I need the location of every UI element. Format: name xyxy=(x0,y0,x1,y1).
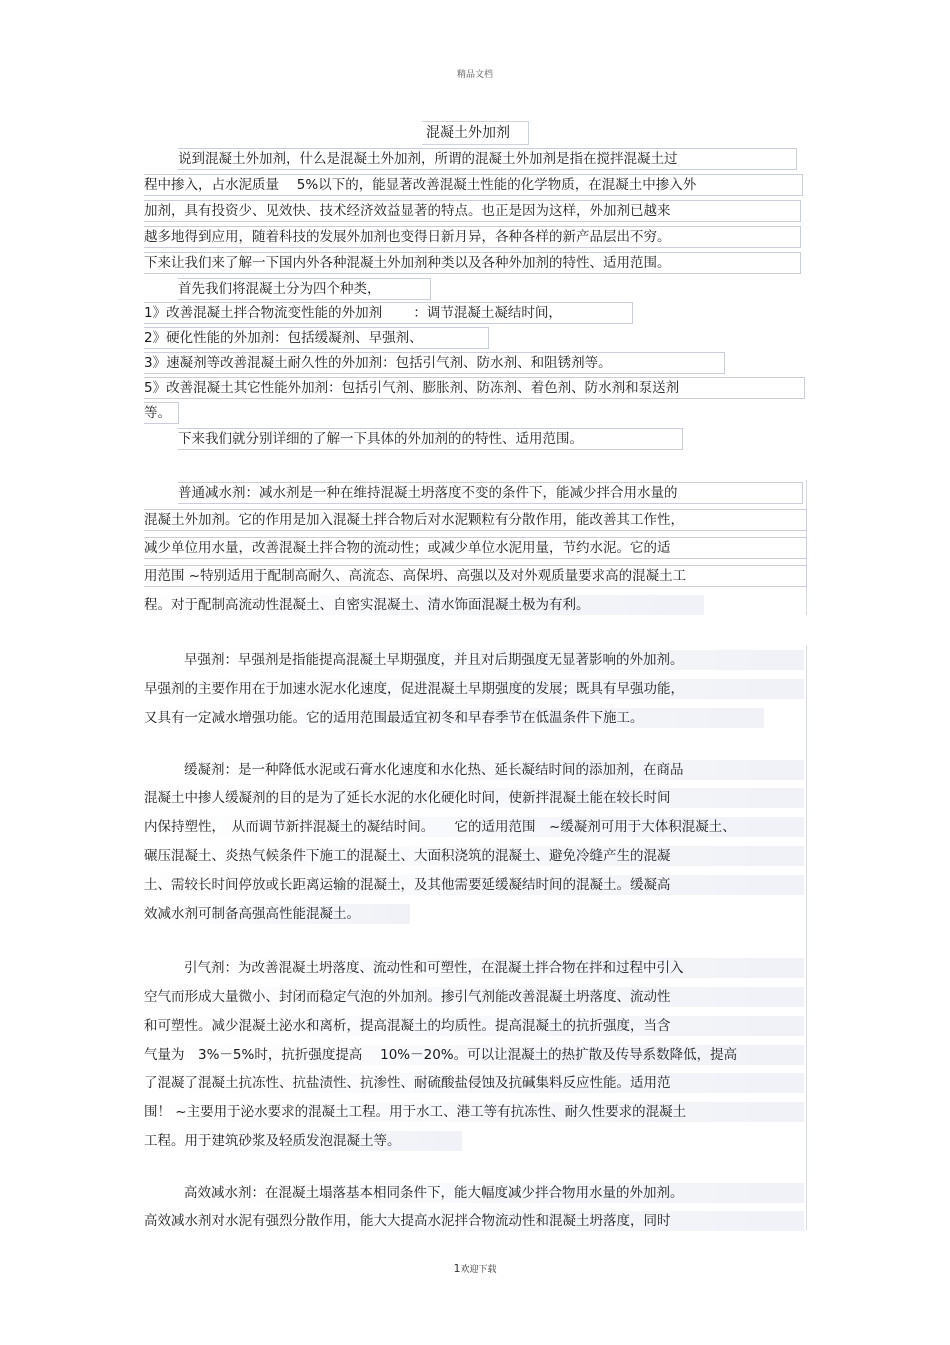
p3-line-3: 内保持塑性， 从而调节新拌混凝土的凝结时间。 它的适用范围 ~缓凝剂可用于大体积混凝土、 xyxy=(144,817,804,837)
document-title: 混凝土外加剂 xyxy=(422,121,529,145)
p4-line-5: 了混凝了混凝土抗冻性、抗盐渍性、抗渗性、耐硫酸盐侵蚀及抗碱集料反应性能。适用范 xyxy=(144,1073,804,1093)
margin-rule xyxy=(806,645,807,1230)
page-number: 1 xyxy=(453,1262,461,1275)
intro-line-2: 程中掺入，占水泥质量 5%以下的，能显著改善混凝土性能的化学物质，在混凝土中掺入外 xyxy=(144,174,803,196)
footer-text: 欢迎下载 xyxy=(460,1265,497,1275)
intro-line-1: 说到混凝土外加剂，什么是混凝土外加剂，所谓的混凝土外加剂是指在搅拌混凝土过 xyxy=(178,148,797,170)
p1-line-2: 混凝土外加剂。它的作用是加入混凝土拌合物后对水泥颗粒有分散作用，能改善其工作性， xyxy=(144,509,807,531)
p3-line-4: 碾压混凝土、炎热气候条件下施工的混凝土、大面积浇筑的混凝土、避免冷缝产生的混凝 xyxy=(144,846,804,866)
class-item-2: 2》硬化性能的外加剂：包括缓凝剂、早强剂、 xyxy=(144,327,489,349)
p3-line-5: 土、需较长时间停放或长距离运输的混凝土，及其他需要延缓凝结时间的混凝土。缓凝高 xyxy=(144,875,804,895)
class-item-5-end: 等。 xyxy=(144,402,179,424)
class-item-5: 5》改善混凝土其它性能外加剂：包括引气剂、膨胀剂、防冻剂、着色剂、防水剂和泵送剂 xyxy=(144,377,805,399)
p4-line-3: 和可塑性。减少混凝土泌水和离析，提高混凝土的均质性。提高混凝土的抗折强度，当含 xyxy=(144,1016,804,1036)
p3-line-1: 缓凝剂：是一种降低水泥或石膏水化速度和水化热、延长凝结时间的添加剂，在商品 xyxy=(184,760,804,780)
p3-line-2: 混凝土中掺人缓凝剂的目的是为了延长水泥的水化硬化时间，使新拌混凝土能在较长时间 xyxy=(144,788,804,808)
p2-line-2: 早强剂的主要作用在于加速水泥水化速度，促进混凝土早期强度的发展；既具有早强功能， xyxy=(144,679,804,699)
p5-line-2: 高效减水剂对水泥有强烈分散作用，能大大提高水泥拌合物流动性和混凝土坍落度，同时 xyxy=(144,1211,804,1231)
p3-line-6: 效减水剂可制备高强高性能混凝土。 xyxy=(144,904,410,924)
intro-line-3: 加剂，具有投资少、见效快、技术经济效益显著的特点。也正是因为这样，外加剂已越来 xyxy=(144,200,801,222)
intro-line-4: 越多地得到应用，随着科技的发展外加剂也变得日新月异，各种各样的新产品层出不穷。 xyxy=(144,226,801,248)
p4-line-4: 气量为 3%－5%时，抗折强度提高 10%－20%。可以让混凝土的热扩散及传导系数降低，提高 xyxy=(144,1045,804,1065)
intro-line-5: 下来让我们来了解一下国内外各种混凝土外加剂种类以及各种外加剂的特性、适用范围。 xyxy=(144,252,801,274)
page-footer xyxy=(0,1262,950,1275)
p4-line-1: 引气剂：为改善混凝土坍落度、流动性和可塑性，在混凝土拌合物在拌和过程中引入 xyxy=(184,958,804,978)
p4-line-2: 空气而形成大量微小、封闭而稳定气泡的外加剂。掺引气剂能改善混凝土坍落度、流动性 xyxy=(144,987,804,1007)
p1-line-1: 普通减水剂：减水剂是一种在维持混凝土坍落度不变的条件下，能减少拌合用水量的 xyxy=(178,482,803,504)
p4-line-7: 工程。用于建筑砂浆及轻质发泡混凝土等。 xyxy=(144,1131,462,1151)
classes-intro: 首先我们将混凝土分为四个种类， xyxy=(178,278,431,300)
class-item-3: 3》速凝剂等改善混凝土耐久性的外加剂：包括引气剂、防水剂、和阻锈剂等。 xyxy=(144,352,725,374)
p1-line-4: 用范围 ~特别适用于配制高耐久、高流态、高保坍、高强以及对外观质量要求高的混凝土工 xyxy=(144,565,807,587)
classes-outro: 下来我们就分别详细的了解一下具体的外加剂的的特性、适用范围。 xyxy=(178,428,683,450)
p2-line-3: 又具有一定减水增强功能。它的适用范围最适宜初冬和早春季节在低温条件下施工。 xyxy=(144,708,764,728)
page-header: 精品文档 xyxy=(456,70,493,80)
p4-line-6: 围！ ~主要用于泌水要求的混凝土工程。用于水工、港工等有抗冻性、耐久性要求的混凝土 xyxy=(144,1102,804,1122)
p2-line-1: 早强剂：早强剂是指能提高混凝土早期强度，并且对后期强度无显著影响的外加剂。 xyxy=(184,650,804,670)
class-item-1: 1》改善混凝土拌合物流变性能的外加剂 ：调节混凝土凝结时间， xyxy=(144,302,633,324)
p1-line-5: 程。对于配制高流动性混凝土、自密实混凝土、清水饰面混凝土极为有利。 xyxy=(144,595,704,615)
p5-line-1: 高效减水剂：在混凝土塌落基本相同条件下，能大幅度减少拌合物用水量的外加剂。 xyxy=(184,1183,804,1203)
p1-line-3: 减少单位用水量，改善混凝土拌合物的流动性；或减少单位水泥用量，节约水泥。它的适 xyxy=(144,537,807,559)
